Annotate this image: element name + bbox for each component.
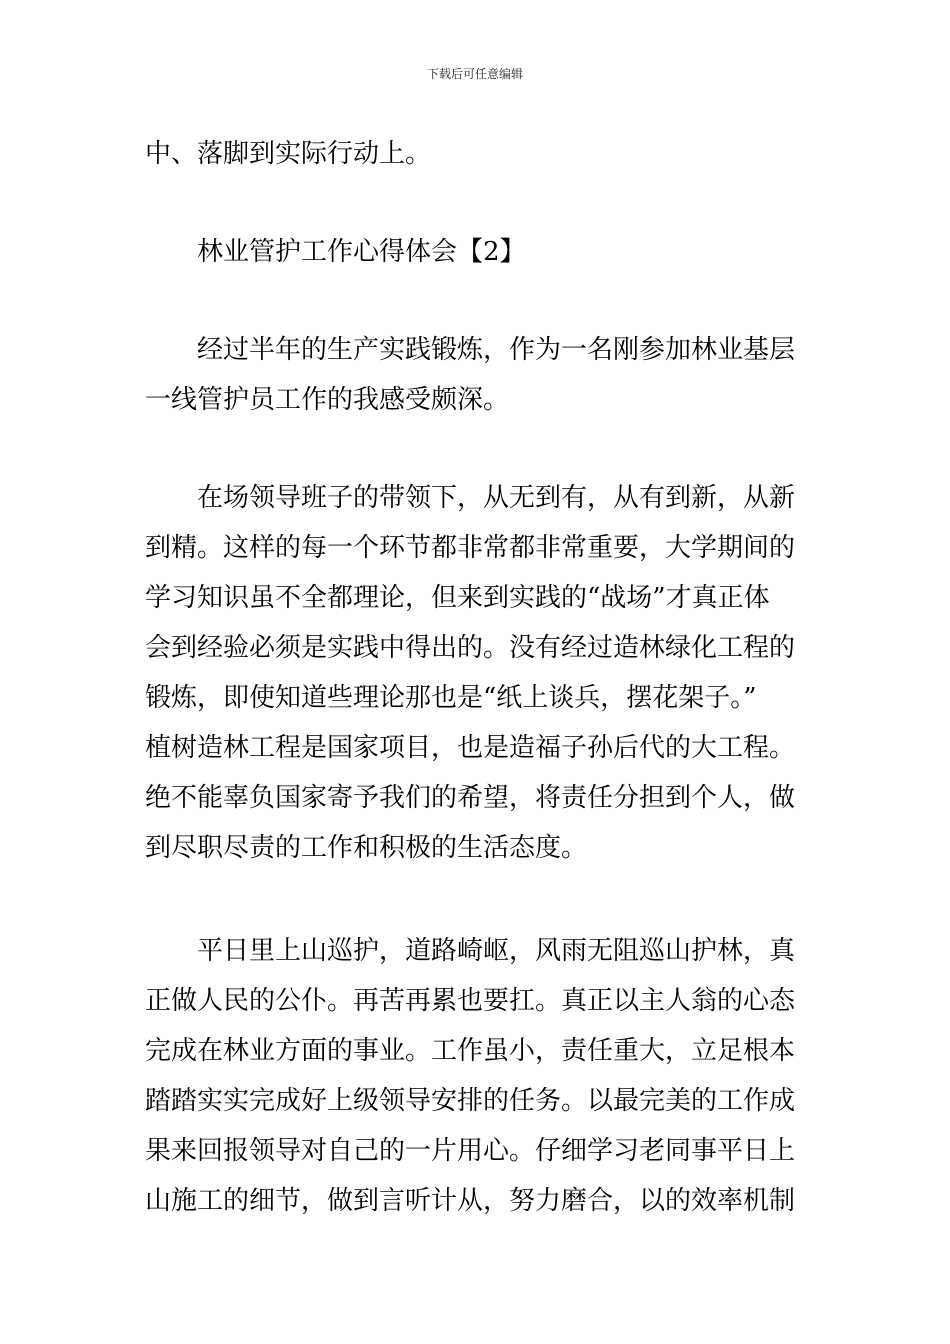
paragraph-line: 在场领导班子的带领下，从无到有，从有到新，从新 xyxy=(197,483,796,513)
paragraph-line: 绝不能辜负国家寄予我们的希望，将责任分担到个人，做 xyxy=(145,783,796,813)
page-header-note: 下载后可任意编辑 xyxy=(426,67,523,81)
paragraph-line: 到精。这样的每一个环节都非常都非常重要，大学期间的 xyxy=(145,533,796,563)
paragraph-line: 植树造林工程是国家项目，也是造福子孙后代的大工程。 xyxy=(145,733,796,763)
paragraph-line: 锻炼，即使知道些理论那也是“纸上谈兵，摆花架子。” xyxy=(145,683,757,713)
document-body xyxy=(145,129,805,1226)
paragraph-line: 正做人民的公仆。再苦再累也要扛。真正以主人翁的心态 xyxy=(145,986,796,1016)
paragraph-line: 经过半年的生产实践锻炼，作为一名刚参加林业基层 xyxy=(197,335,796,365)
paragraph-line: 一线管护员工作的我感受颇深。 xyxy=(145,385,510,415)
paragraph-line: 中、落脚到实际行动上。 xyxy=(145,139,432,169)
paragraph-line: 会到经验必须是实践中得出的。没有经过造林绿化工程的 xyxy=(145,633,796,663)
section-heading: 林业管护工作心得体会【2】 xyxy=(197,237,526,267)
paragraph-line: 完成在林业方面的事业。工作虽小，责任重大，立足根本 xyxy=(145,1036,796,1066)
paragraph-line: 到尽职尽责的工作和积极的生活态度。 xyxy=(145,833,588,863)
paragraph-line: 踏踏实实完成好上级领导安排的任务。以最完美的工作成 xyxy=(145,1086,796,1116)
paragraph-line: 学习知识虽不全都理论，但来到实践的“战场”才真正体 xyxy=(145,583,770,613)
paragraph-line: 果来回报领导对自己的一片用心。仔细学习老同事平日上 xyxy=(145,1136,796,1166)
paragraph-line: 山施工的细节，做到言听计从，努力磨合，以的效率机制 xyxy=(145,1186,796,1216)
paragraph-line: 平日里上山巡护，道路崎岖，风雨无阻巡山护林，真 xyxy=(197,936,796,966)
